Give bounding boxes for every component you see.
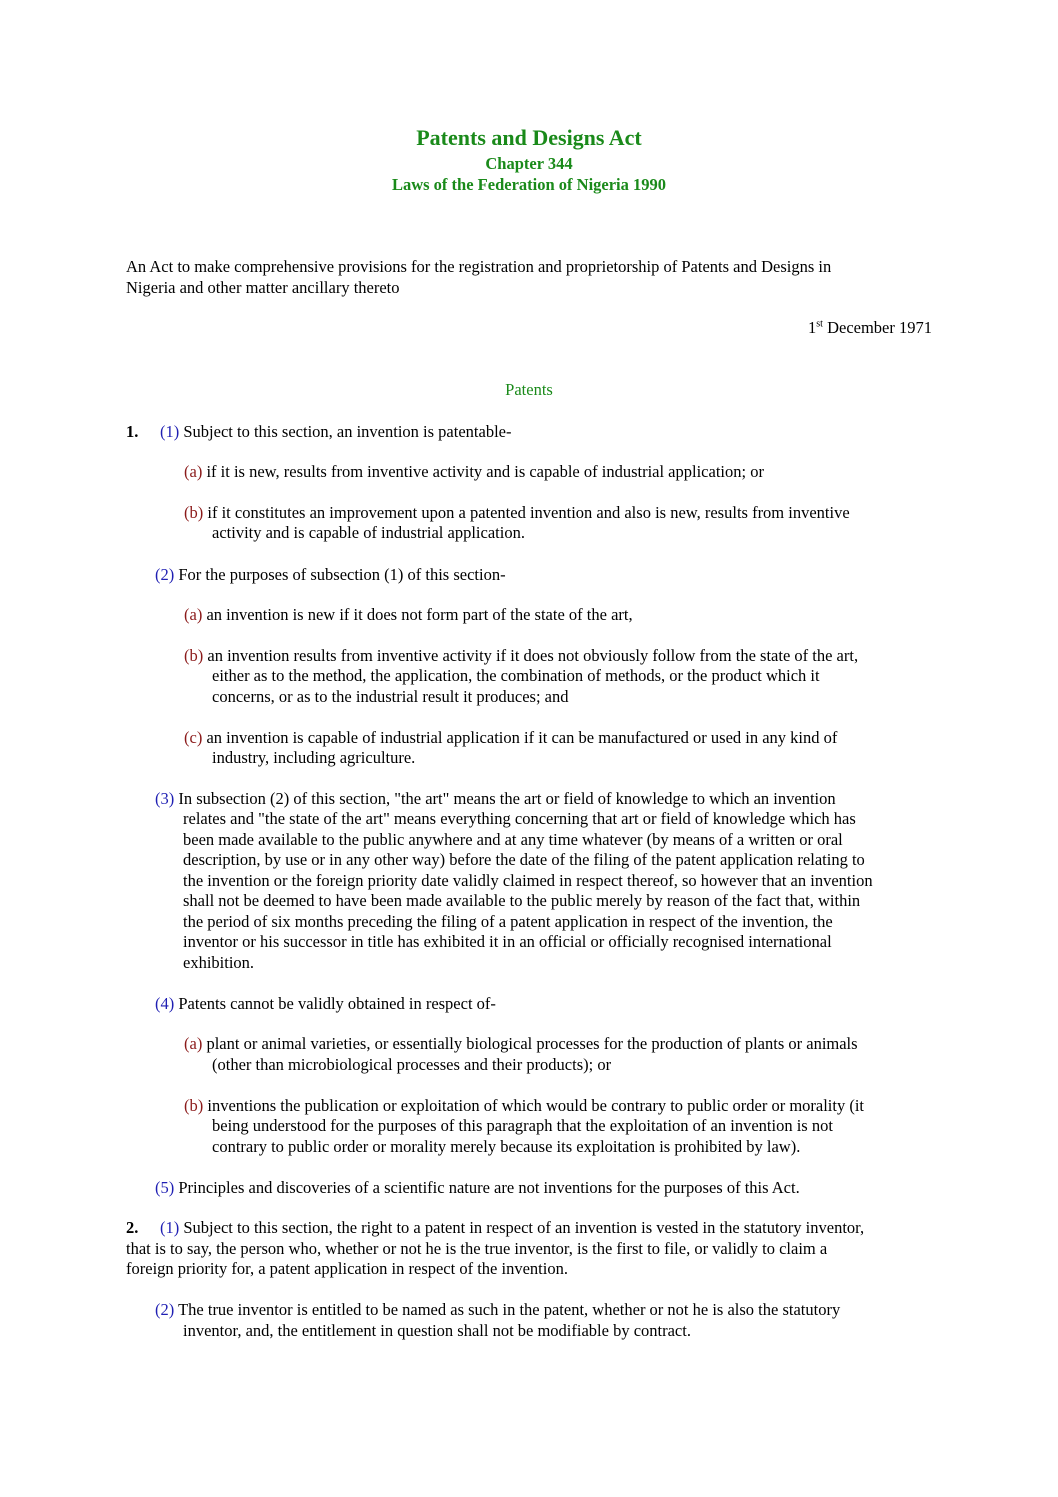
subsection-text: the invention or the foreign priority date validly claimed in respect thereof, so however that an invention [183, 871, 873, 890]
date-day: 1 [808, 318, 817, 337]
section-number: 1. [126, 422, 139, 441]
paragraph-text: either as to the method, the application, the combination of methods, or the product which it [212, 666, 820, 685]
paragraph-label: (a) [184, 605, 203, 624]
subsection-text: inventor or his successor in title has exhibited it in an official or officially recognised international [183, 932, 832, 951]
paragraph-text: inventions the publication or exploitation of which would be contrary to public order or morality (it [203, 1096, 865, 1115]
paragraph [184, 1096, 864, 1117]
paragraph-text: industry, including agriculture. [212, 748, 416, 767]
subsection-text: shall not be deemed to have been made available to the public merely by reason of the fact that, within [183, 891, 861, 910]
subsection-label: (4) [155, 994, 175, 1013]
commencement-date [808, 318, 932, 339]
subsection-text: For the purposes of subsection (1) of this section- [174, 565, 506, 584]
document-title: Patents and Designs Act [416, 125, 642, 150]
section-heading: Patents [505, 380, 553, 399]
subsection-text: In subsection (2) of this section, "the art" means the art or field of knowledge to which an invention [174, 789, 836, 808]
subsection-text: Subject to this section, an invention is patentable- [179, 422, 512, 441]
subsection-text: inventor, and, the entitlement in question shall not be modifiable by contract. [183, 1321, 691, 1340]
paragraph-label: (c) [184, 728, 203, 747]
subsection-text: description, by use or in any other way) before the date of the filing of the patent application relating to [183, 850, 865, 869]
subsection-label: (1) [160, 1218, 180, 1237]
subsection-label: (2) [155, 565, 175, 584]
subsection [160, 1218, 864, 1239]
paragraph-text: contrary to public order or morality merely because its exploitation is prohibited by law). [212, 1137, 801, 1156]
subsection-text: Patents cannot be validly obtained in respect of- [174, 994, 496, 1013]
paragraph-label: (b) [184, 503, 204, 522]
laws-heading: Laws of the Federation of Nigeria 1990 [391, 175, 667, 194]
paragraph-text: an invention is capable of industrial application if it can be manufactured or used in any kind of [202, 728, 838, 747]
paragraph [184, 462, 764, 483]
subsection-text: relates and "the state of the art" means everything concerning that art or field of knowledge which has [183, 809, 856, 828]
paragraph [184, 605, 633, 626]
subsection-text: foreign priority for, a patent application in respect of the invention. [126, 1259, 568, 1278]
subsection-label: (3) [155, 789, 175, 808]
paragraph-text: if it constitutes an improvement upon a patented invention and also is new, results from inventive [203, 503, 850, 522]
paragraph-text: (other than microbiological processes and their products); or [212, 1055, 612, 1074]
subsection-label: (2) [155, 1300, 175, 1319]
subsection-text: Subject to this section, the right to a patent in respect of an invention is vested in the statutory inventor, [179, 1218, 865, 1237]
subsection [155, 1300, 840, 1321]
subsection-text: exhibition. [183, 953, 255, 972]
date-rest: December 1971 [822, 318, 932, 337]
section-number: 2. [126, 1218, 139, 1237]
paragraph-text: if it is new, results from inventive activity and is capable of industrial application; or [202, 462, 764, 481]
subsection [155, 994, 496, 1015]
preamble-line: Nigeria and other matter ancillary thereto [126, 278, 400, 297]
subsection [155, 565, 506, 586]
paragraph [184, 1034, 858, 1055]
paragraph-text: an invention results from inventive activity if it does not obviously follow from the state of the art, [203, 646, 859, 665]
subsection-text: the period of six months preceding the filing of a patent application in respect of the invention, the [183, 912, 833, 931]
paragraph-label: (b) [184, 646, 204, 665]
paragraph-label: (b) [184, 1096, 204, 1115]
paragraph-text: an invention is new if it does not form part of the state of the art, [202, 605, 633, 624]
subsection-text: that is to say, the person who, whether or not he is the true inventor, is the first to file, or validly to claim a [126, 1239, 828, 1258]
paragraph [184, 503, 850, 524]
subsection-label: (1) [160, 422, 180, 441]
subsection [155, 1178, 800, 1199]
subsection-text: The true inventor is entitled to be named as such in the patent, whether or not he is also the statutory [174, 1300, 841, 1319]
preamble-line: An Act to make comprehensive provisions for the registration and proprietorship of Patents and Designs in [126, 257, 832, 276]
paragraph-text: activity and is capable of industrial application. [212, 523, 525, 542]
paragraph-text: being understood for the purposes of this paragraph that the exploitation of an invention is not [212, 1116, 833, 1135]
paragraph-text: plant or animal varieties, or essentially biological processes for the production of plants or animals [202, 1034, 858, 1053]
subsection-label: (5) [155, 1178, 175, 1197]
subsection [160, 422, 511, 443]
paragraph [184, 646, 858, 667]
paragraph-label: (a) [184, 1034, 203, 1053]
date-suffix: st [816, 318, 823, 330]
paragraph [184, 728, 837, 749]
paragraph-label: (a) [184, 462, 203, 481]
paragraph-text: concerns, or as to the industrial result it produces; and [212, 687, 569, 706]
subsection-text: Principles and discoveries of a scientific nature are not inventions for the purposes of this Act. [174, 1178, 800, 1197]
subsection [155, 789, 836, 810]
chapter-heading: Chapter 344 [485, 154, 573, 173]
subsection-text: been made available to the public anywhere and at any time whatever (by means of a written or oral [183, 830, 843, 849]
